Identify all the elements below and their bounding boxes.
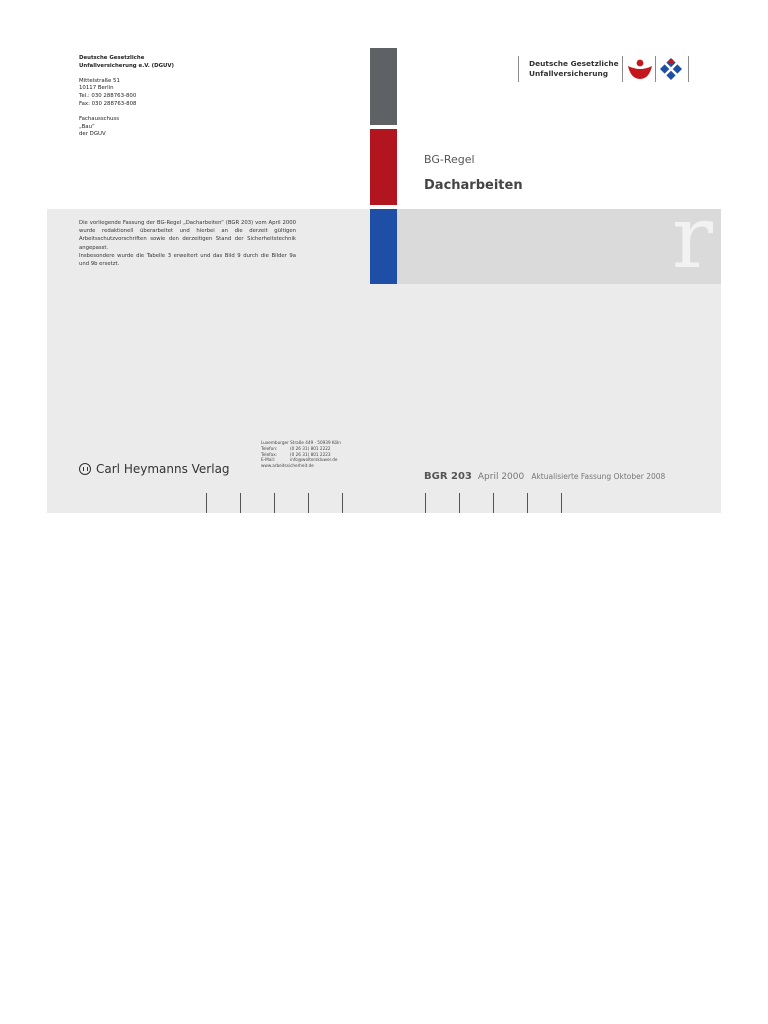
logo-divider [655, 56, 656, 82]
blue-emblem-icon [659, 57, 683, 81]
email-label: E-Mail: [261, 457, 276, 463]
fold-mark [308, 493, 309, 513]
sender-street: Mittelstraße 51 [79, 77, 120, 84]
logo-line1: Deutsche Gesetzliche [529, 59, 619, 68]
logo-divider [622, 56, 623, 82]
publisher-logo [79, 462, 230, 476]
committee-line1: Fachausschuss [79, 115, 120, 122]
document-category: BG-Regel [424, 153, 475, 166]
update-note: Aktualisierte Fassung Oktober 2008 [531, 472, 666, 481]
sender-address [79, 55, 174, 146]
revision-notice [79, 219, 296, 268]
fold-mark [342, 493, 343, 513]
title-band [397, 209, 721, 284]
publisher-address: Luxemburger Straße 449 · 50939 Köln [261, 440, 341, 445]
fold-mark [561, 493, 562, 513]
sender-fax: Fax: 030 288763-808 [79, 100, 137, 107]
publisher-phone: (0 26 31) 801 2222 [290, 445, 331, 451]
fold-mark [459, 493, 460, 513]
fold-mark [274, 493, 275, 513]
fold-mark [206, 493, 207, 513]
publisher-web: www.arbeitssicherheit.de [261, 463, 314, 469]
document-date: April 2000 [477, 472, 525, 482]
fold-mark [527, 493, 528, 513]
publisher-email: info@wolterskluwer.de [290, 457, 338, 463]
logo-text [529, 59, 619, 79]
notice-paragraph: Insbesondere wurde die Tabelle 3 erweitert und das Bild 9 durch die Bilder 9a und 9b ersetzt. [79, 252, 296, 268]
publisher-name: Carl Heymanns Verlag [96, 462, 230, 476]
publisher-icon [79, 463, 91, 475]
fold-mark [240, 493, 241, 513]
sender-org-line1: Deutsche Gesetzliche [79, 55, 145, 61]
color-bar-grey [370, 48, 397, 125]
phone-label: Telefon: [261, 445, 278, 451]
fold-mark [493, 493, 494, 513]
watermark-letter: r [671, 209, 713, 284]
publisher-contact [261, 440, 341, 469]
color-bar-blue [370, 209, 397, 284]
document-reference [424, 464, 665, 483]
fax-label: Telefax: [261, 451, 278, 457]
document-code: BGR 203 [424, 471, 472, 482]
publisher-fax: (0 26 31) 801 2223 [290, 451, 331, 457]
committee-line3: der DGUV [79, 131, 106, 138]
logo-divider [518, 56, 519, 82]
sender-org-line2: Unfallversicherung e.V. (DGUV) [79, 62, 175, 69]
sender-tel: Tel.: 030 288763-800 [79, 93, 137, 100]
red-emblem-icon [627, 58, 653, 80]
sender-city: 10117 Berlin [79, 85, 114, 92]
committee-line2: „Bau“ [79, 123, 95, 130]
fold-mark [425, 493, 426, 513]
color-bar-red [370, 129, 397, 205]
logo-line2: Unfallversicherung [529, 69, 609, 78]
document-title: Dacharbeiten [424, 178, 523, 193]
notice-paragraph: Die vorliegende Fassung der BG-Regel „Dacharbeiten“ (BGR 203) vom April 2000 wurde redaktionell überarbeitet und hierbei an die derzeit gültigen Arbeitsschutzvorschriften sowie den derzeitigen Stand der Sicherheitstechnik angepasst. [79, 220, 296, 251]
logo-divider [688, 56, 689, 82]
